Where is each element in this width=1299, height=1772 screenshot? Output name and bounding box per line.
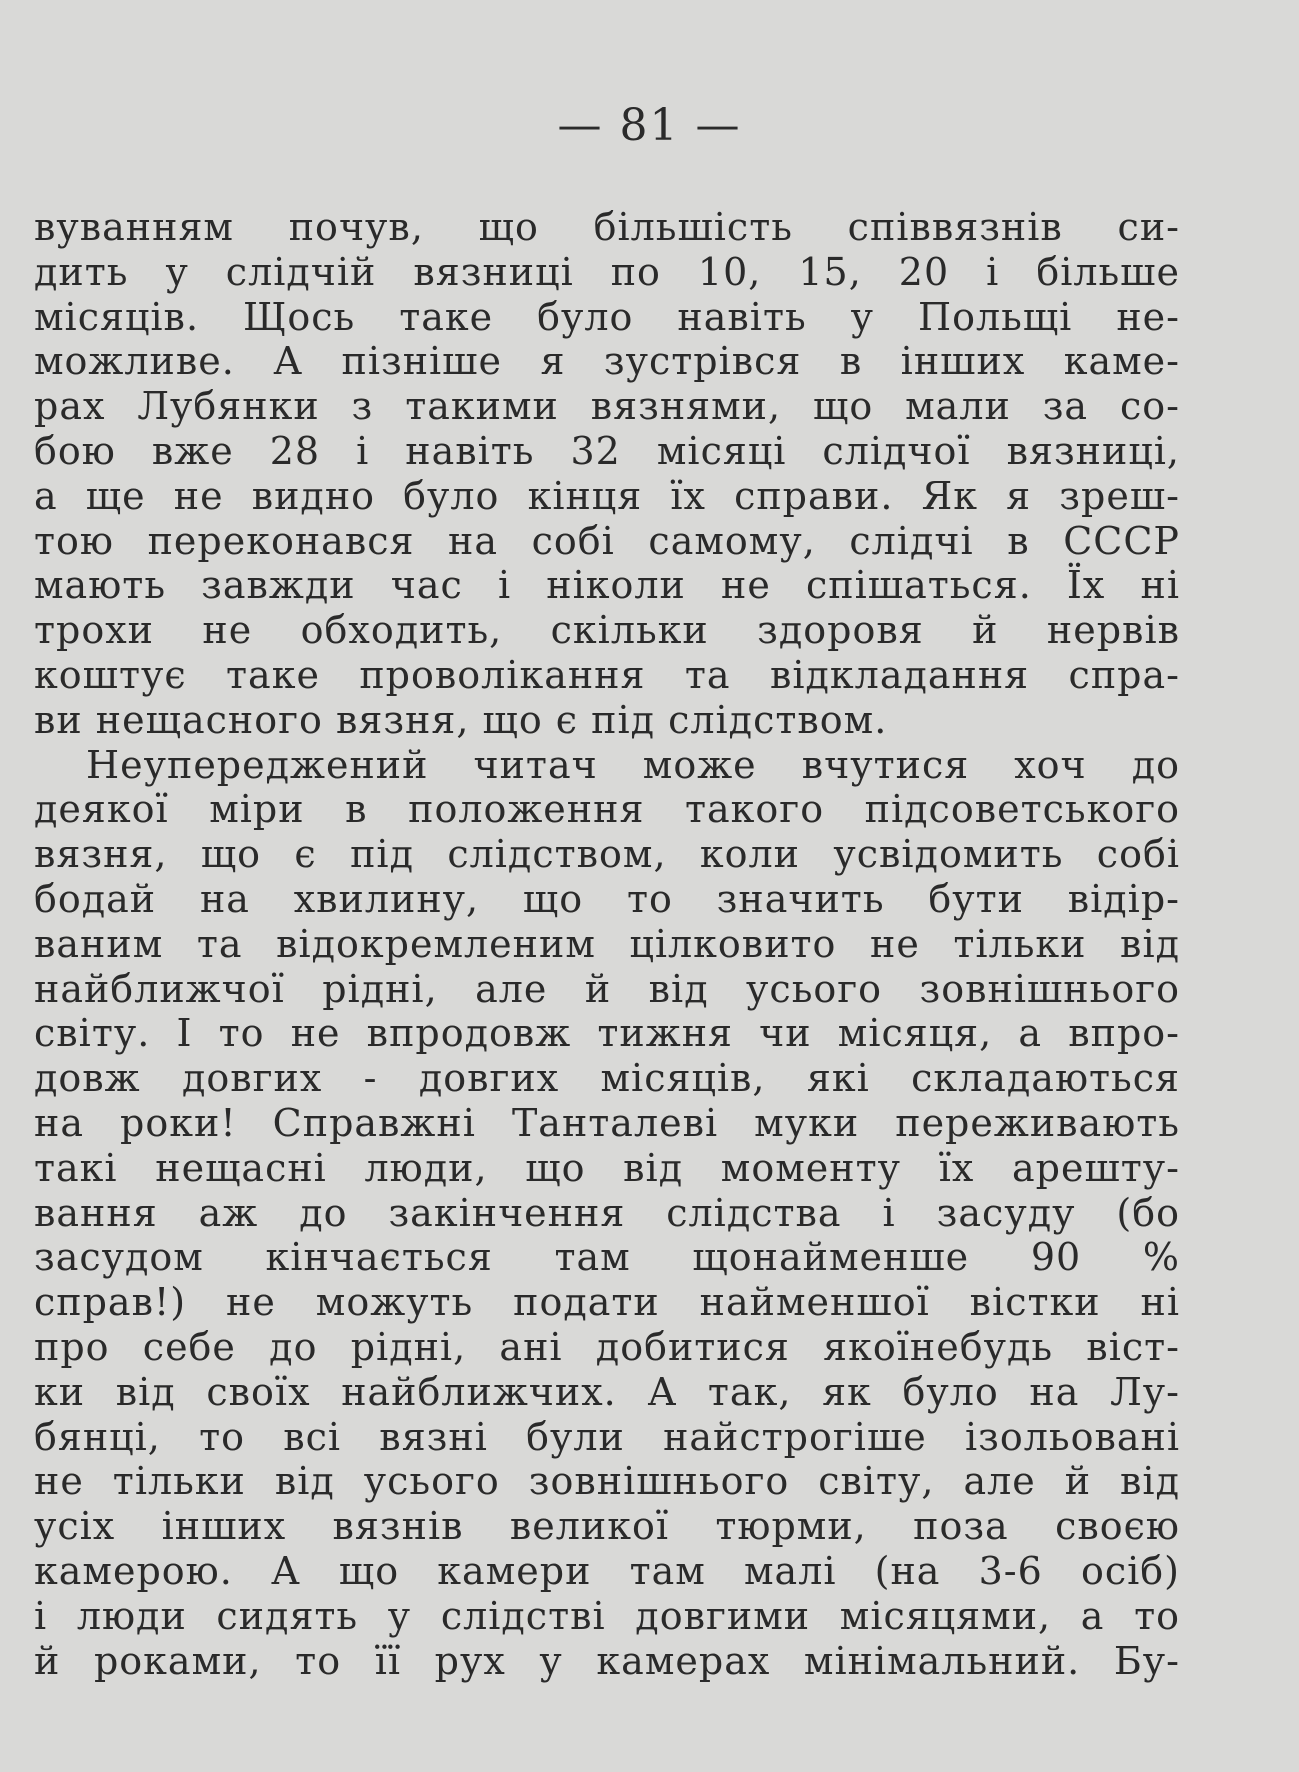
text-line: можливе. А пізніше я зустрівся в інших каме- <box>34 339 1180 384</box>
page-number: — 81 — <box>557 100 742 151</box>
text-line: довж довгих - довгих місяців, які складаються <box>34 1056 1180 1101</box>
text-line: найближчої рідні, але й від усього зовнішнього <box>34 966 1180 1011</box>
text-line: вання аж до закінчення слідства і засуду (бо <box>34 1190 1180 1235</box>
text-line: про себе до рідні, ані добитися якоїнебудь віст- <box>34 1324 1180 1369</box>
text-line: не тільки від усього зовнішнього світу, але й від <box>34 1459 1180 1504</box>
text-line: справ!) не можуть подати найменшої вістки ні <box>34 1280 1180 1325</box>
text-line: рах Лубянки з такими вязнями, що мали за со- <box>34 384 1180 429</box>
text-line: й роками, то її рух у камерах мінімальний. Бу- <box>34 1638 1180 1683</box>
text-line: і люди сидять у слідстві довгими місяцями, а то <box>34 1593 1180 1638</box>
text-line: бою вже 28 і навіть 32 місяці слідчої вязниці, <box>34 428 1180 473</box>
text-line: деякої міри в положення такого підсоветського <box>34 787 1180 832</box>
text-line: бодай на хвилину, що то значить бути відір- <box>34 876 1180 921</box>
text-line: місяців. Щось таке було навіть у Польщі не- <box>34 294 1180 339</box>
text-line: ки від своїх найближчих. А так, як було на Лу- <box>34 1369 1180 1414</box>
paragraph-start-line: Неупереджений читач може вчутися хоч до <box>86 742 1180 787</box>
text-line: ви нещасного вязня, що є під слідством. <box>34 697 888 742</box>
text-line: трохи не обходить, скільки здоровя й нервів <box>34 608 1180 653</box>
text-line: а ще не видно було кінця їх справи. Як я зреш- <box>34 473 1180 518</box>
text-line: такі нещасні люди, що від моменту їх арешту- <box>34 1145 1180 1190</box>
text-line: світу. І то не впродовж тижня чи місяця, а впро- <box>34 1011 1180 1056</box>
body-text <box>34 205 1180 1683</box>
text-line: засудом кінчається там щонайменше 90 % <box>34 1235 1180 1280</box>
text-line: на роки! Справжні Танталеві муки переживають <box>34 1100 1180 1145</box>
text-line: вязня, що є під слідством, коли усвідомить собі <box>34 832 1180 877</box>
text-line: усіх інших вязнів великої тюрми, поза своєю <box>34 1504 1180 1549</box>
text-line: ваним та відокремленим цілковито не тільки від <box>34 921 1180 966</box>
text-line: коштує таке проволікання та відкладання спра- <box>34 652 1180 697</box>
text-line: вуванням почув, що більшість співвязнів си- <box>34 205 1180 249</box>
text-line: камерою. А що камери там малі (на 3-6 осіб) <box>34 1548 1180 1593</box>
text-line: тою переконався на собі самому, слідчі в СССР <box>34 518 1180 563</box>
text-line: дить у слідчій вязниці по 10, 15, 20 і більше <box>34 249 1180 294</box>
text-line: бянці, то всі вязні були найстрогіше ізольовані <box>34 1414 1180 1459</box>
text-line: мають завжди час і ніколи не спішаться. Їх ні <box>34 563 1180 608</box>
